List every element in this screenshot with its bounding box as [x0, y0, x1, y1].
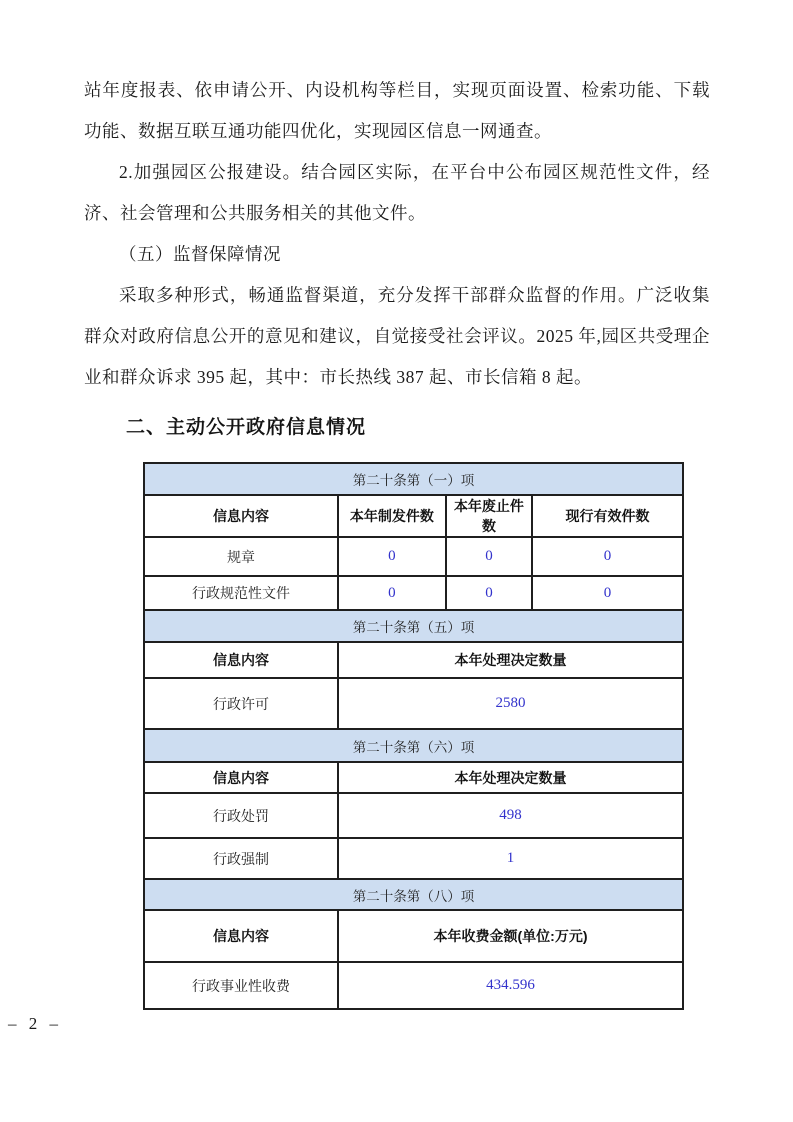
table-section-1: [143, 462, 684, 611]
row-value: 1: [338, 838, 683, 879]
table-band-title: 第二十条第（一）项: [144, 463, 683, 495]
row-label: 规章: [144, 537, 338, 576]
column-header: 本年制发件数: [338, 495, 446, 537]
table-row: [144, 537, 683, 576]
column-header: 信息内容: [144, 762, 338, 793]
table-section-4: [143, 878, 684, 1010]
row-value: 0: [446, 537, 532, 576]
row-value: 2580: [338, 678, 683, 729]
row-label: 行政处罚: [144, 793, 338, 838]
column-header: 本年废止件数: [446, 495, 532, 537]
row-label: 行政许可: [144, 678, 338, 729]
paragraph-continuation: 站年度报表、依申请公开、内设机构等栏目，实现页面设置、检索功能、下载功能、数据互联互通功能四优化，实现园区信息一网通查。: [84, 80, 710, 141]
row-value: 0: [338, 576, 446, 610]
row-value: 0: [532, 576, 683, 610]
table-row: [144, 576, 683, 610]
table-row: [144, 678, 683, 729]
column-header: 本年收费金额(单位:万元): [338, 910, 683, 962]
table-band-title: 第二十条第（八）项: [144, 879, 683, 910]
row-label: 行政规范性文件: [144, 576, 338, 610]
column-header: 信息内容: [144, 642, 338, 678]
document-body: [84, 70, 710, 1010]
paragraph-item-2: 2.加强园区公报建设。结合园区实际，在平台中公布园区规范性文件，经济、社会管理和公共服务相关的其他文件。: [84, 162, 710, 223]
column-header: 现行有效件数: [532, 495, 683, 537]
column-header: 本年处理决定数量: [338, 762, 683, 793]
column-header: 信息内容: [144, 495, 338, 537]
row-value: 0: [338, 537, 446, 576]
table-section-2: [143, 609, 684, 730]
paragraph-subheading-5: （五）监督保障情况: [119, 244, 281, 264]
row-value: 0: [532, 537, 683, 576]
row-label: 行政事业性收费: [144, 962, 338, 1009]
table-row: [144, 962, 683, 1009]
table-section-3: [143, 728, 684, 880]
row-value: 434.596: [338, 962, 683, 1009]
row-value: 498: [338, 793, 683, 838]
row-value: 0: [446, 576, 532, 610]
disclosure-tables: [143, 462, 684, 1010]
section-heading: 二、主动公开政府信息情况: [126, 417, 367, 438]
table-band-title: 第二十条第（五）项: [144, 610, 683, 642]
column-header: 信息内容: [144, 910, 338, 962]
table-band-title: 第二十条第（六）项: [144, 729, 683, 762]
paragraph-supervision: 采取多种形式，畅通监督渠道，充分发挥干部群众监督的作用。广泛收集群众对政府信息公开的意见和建议，自觉接受社会评议。2025 年,园区共受理企业和群众诉求 395 起，其中：市长热线 387 起、市长信箱 8 起。: [84, 285, 710, 387]
table-row: [144, 838, 683, 879]
page-number: – 2 –: [8, 1014, 62, 1033]
column-header: 本年处理决定数量: [338, 642, 683, 678]
table-row: [144, 793, 683, 838]
row-label: 行政强制: [144, 838, 338, 879]
